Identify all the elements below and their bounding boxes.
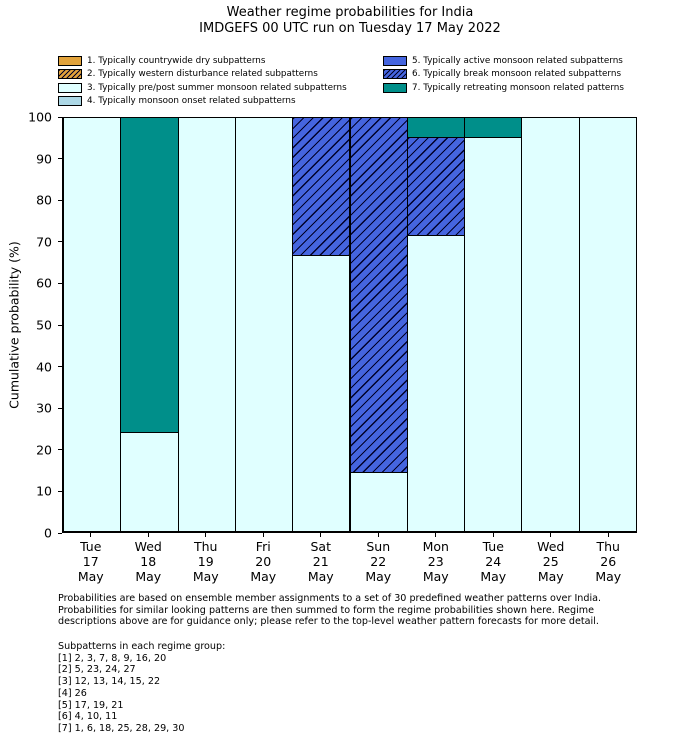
x-tick-label-tue-17 bbox=[62, 539, 120, 584]
legend-item-3 bbox=[58, 81, 347, 95]
x-tick-mark bbox=[493, 533, 494, 537]
bar-mon-23may bbox=[407, 118, 465, 532]
legend-label-6: 6. Typically break monsoon related subpatterns bbox=[412, 69, 622, 80]
subpattern-group: [2] 5, 23, 24, 27 bbox=[58, 664, 136, 676]
bar-sat-21may bbox=[292, 118, 350, 532]
x-tick-label-fri-20 bbox=[235, 539, 293, 584]
x-tick-mark bbox=[263, 533, 264, 537]
x-tick-mark bbox=[608, 533, 609, 537]
y-tick-label-100: 100 bbox=[28, 109, 52, 125]
y-tick-label-10: 10 bbox=[36, 483, 52, 499]
legend-item-4 bbox=[58, 95, 347, 109]
x-tick-mark bbox=[550, 533, 551, 537]
footnote-line: Probabilities are based on ensemble member assignments to a set of 30 predefined weather patterns over India. bbox=[58, 593, 602, 604]
plot-area bbox=[62, 117, 637, 533]
bar-tue-24may bbox=[464, 118, 522, 532]
x-tick-label-line: 20 bbox=[255, 554, 272, 569]
x-tick-label-line: May bbox=[422, 569, 449, 584]
segment-regime-3 bbox=[521, 117, 579, 532]
x-tick-label-line: 18 bbox=[140, 554, 157, 569]
x-tick-label-sun-22 bbox=[350, 539, 408, 584]
segment-regime-3 bbox=[579, 117, 637, 532]
y-tick-label-60: 60 bbox=[36, 275, 52, 291]
segment-regime-7 bbox=[120, 117, 178, 433]
x-tick-label-thu-19 bbox=[177, 539, 235, 584]
legend-label-5: 5. Typically active monsoon related subpatterns bbox=[412, 55, 623, 66]
segment-regime-3 bbox=[235, 117, 293, 532]
legend-swatch-7 bbox=[383, 83, 407, 93]
subpattern-group: [1] 2, 3, 7, 8, 9, 16, 20 bbox=[58, 652, 167, 664]
x-tick-label-line: Tue bbox=[80, 539, 102, 554]
legend-item-5 bbox=[383, 54, 624, 68]
footnote-line: descriptions above are for guidance only; please refer to the top-level weather pattern forecasts for more detail. bbox=[58, 616, 599, 628]
bar-fri-20may bbox=[235, 118, 293, 532]
segment-regime-3 bbox=[464, 137, 522, 532]
segment-regime-3 bbox=[120, 432, 178, 532]
legend-item-2 bbox=[58, 68, 347, 82]
bar-tue-17may bbox=[63, 118, 121, 532]
legend-swatch-4 bbox=[58, 96, 82, 106]
x-tick-label-line: May bbox=[307, 569, 334, 584]
footnote-line: Probabilities for similar looking patterns are then summed to form the regime probabilities shown here. Regime bbox=[58, 604, 594, 616]
x-tick-mark bbox=[320, 533, 321, 537]
x-tick-label-line: 17 bbox=[82, 554, 99, 569]
x-tick-label-line: Thu bbox=[596, 539, 620, 554]
legend-swatch-3 bbox=[58, 83, 82, 93]
bar-thu-19may bbox=[178, 118, 236, 532]
x-tick-mark bbox=[148, 533, 149, 537]
x-tick-label-line: 24 bbox=[485, 554, 502, 569]
x-tick-label-thu-26 bbox=[580, 539, 638, 584]
y-axis bbox=[0, 109, 62, 541]
subpattern-group: [3] 12, 13, 14, 15, 22 bbox=[58, 676, 161, 688]
x-tick-label-line: Tue bbox=[482, 539, 504, 554]
segment-regime-3 bbox=[63, 117, 121, 532]
x-tick-mark bbox=[435, 533, 436, 537]
bar-wed-18may bbox=[120, 118, 178, 532]
legend-item-1 bbox=[58, 54, 347, 68]
chart-subtitle: IMDGEFS 00 UTC run on Tuesday 17 May 2022 bbox=[199, 21, 501, 36]
x-tick-label-line: 19 bbox=[197, 554, 214, 569]
x-tick-label-line: Wed bbox=[537, 539, 565, 554]
x-tick-mark bbox=[205, 533, 206, 537]
segment-regime-3 bbox=[350, 472, 408, 532]
segment-regime-7 bbox=[407, 117, 465, 138]
x-tick-mark bbox=[90, 533, 91, 537]
legend-swatch-5 bbox=[383, 56, 407, 66]
x-tick-label-mon-23 bbox=[407, 539, 465, 584]
y-tick-label-50: 50 bbox=[36, 317, 52, 333]
x-tick-label-line: May bbox=[595, 569, 622, 584]
legend-label-4: 4. Typically monsoon onset related subpatterns bbox=[87, 96, 296, 107]
subpatterns-list bbox=[58, 641, 225, 735]
subpattern-group: [7] 1, 6, 18, 25, 28, 29, 30 bbox=[58, 722, 185, 734]
footnote bbox=[58, 593, 698, 628]
legend-label-1: 1. Typically countrywide dry subpatterns bbox=[87, 55, 266, 66]
bar-thu-26may bbox=[579, 118, 637, 532]
subpattern-group: [6] 4, 10, 11 bbox=[58, 711, 118, 723]
legend-column-left bbox=[58, 54, 347, 108]
x-tick-label-line: May bbox=[135, 569, 162, 584]
segment-regime-6 bbox=[407, 137, 465, 237]
y-tick-label-40: 40 bbox=[36, 359, 52, 375]
x-tick-label-line: 22 bbox=[370, 554, 387, 569]
y-tick-label-90: 90 bbox=[36, 151, 52, 167]
legend-column-right bbox=[383, 54, 624, 95]
segment-regime-6 bbox=[350, 117, 408, 473]
x-tick-label-line: May bbox=[192, 569, 219, 584]
y-tick-label-20: 20 bbox=[36, 442, 52, 458]
legend-item-7 bbox=[383, 81, 624, 95]
x-tick-label-line: May bbox=[250, 569, 277, 584]
x-tick-label-tue-24 bbox=[465, 539, 523, 584]
y-tick-label-30: 30 bbox=[36, 400, 52, 416]
x-tick-label-line: 23 bbox=[427, 554, 444, 569]
segment-regime-7 bbox=[464, 117, 522, 138]
x-tick-label-line: 26 bbox=[600, 554, 617, 569]
x-tick-label-line: 21 bbox=[312, 554, 329, 569]
x-tick-label-line: Sat bbox=[310, 539, 331, 554]
x-axis bbox=[62, 533, 637, 593]
bar-wed-25may bbox=[521, 118, 579, 532]
x-tick-label-line: Fri bbox=[255, 539, 271, 554]
segment-regime-3 bbox=[178, 117, 236, 532]
x-tick-label-line: Mon bbox=[422, 539, 449, 554]
legend-swatch-2 bbox=[58, 69, 82, 79]
x-tick-label-line: Wed bbox=[134, 539, 162, 554]
y-axis-label: Cumulative probability (%) bbox=[6, 241, 22, 409]
x-tick-label-line: Sun bbox=[366, 539, 391, 554]
subpattern-group: [5] 17, 19, 21 bbox=[58, 699, 124, 711]
x-tick-label-sat-21 bbox=[292, 539, 350, 584]
x-tick-label-wed-25 bbox=[522, 539, 580, 584]
x-tick-mark bbox=[378, 533, 379, 537]
y-tick-label-70: 70 bbox=[36, 234, 52, 250]
bar-sun-22may bbox=[350, 118, 408, 532]
legend-swatch-6 bbox=[383, 69, 407, 79]
x-tick-label-line: May bbox=[480, 569, 507, 584]
legend-swatch-1 bbox=[58, 56, 82, 66]
chart-title: Weather regime probabilities for India bbox=[226, 5, 474, 20]
subpatterns-heading: Subpatterns in each regime group: bbox=[58, 641, 226, 652]
legend-item-6 bbox=[383, 68, 624, 82]
x-tick-label-line: May bbox=[537, 569, 564, 584]
segment-regime-3 bbox=[292, 255, 350, 532]
x-tick-label-line: Thu bbox=[194, 539, 218, 554]
y-tick-label-0: 0 bbox=[44, 525, 52, 541]
y-tick-label-80: 80 bbox=[36, 192, 52, 208]
x-tick-label-line: 25 bbox=[542, 554, 559, 569]
segment-regime-6 bbox=[292, 117, 350, 256]
legend-label-2: 2. Typically western disturbance related subpatterns bbox=[87, 69, 318, 80]
x-tick-label-line: May bbox=[365, 569, 392, 584]
legend-label-7: 7. Typically retreating monsoon related patterns bbox=[412, 82, 624, 93]
segment-regime-3 bbox=[407, 235, 465, 532]
x-tick-label-wed-18 bbox=[120, 539, 178, 584]
legend-label-3: 3. Typically pre/post summer monsoon related subpatterns bbox=[87, 82, 347, 93]
x-tick-label-line: May bbox=[77, 569, 104, 584]
subpattern-group: [4] 26 bbox=[58, 687, 87, 699]
